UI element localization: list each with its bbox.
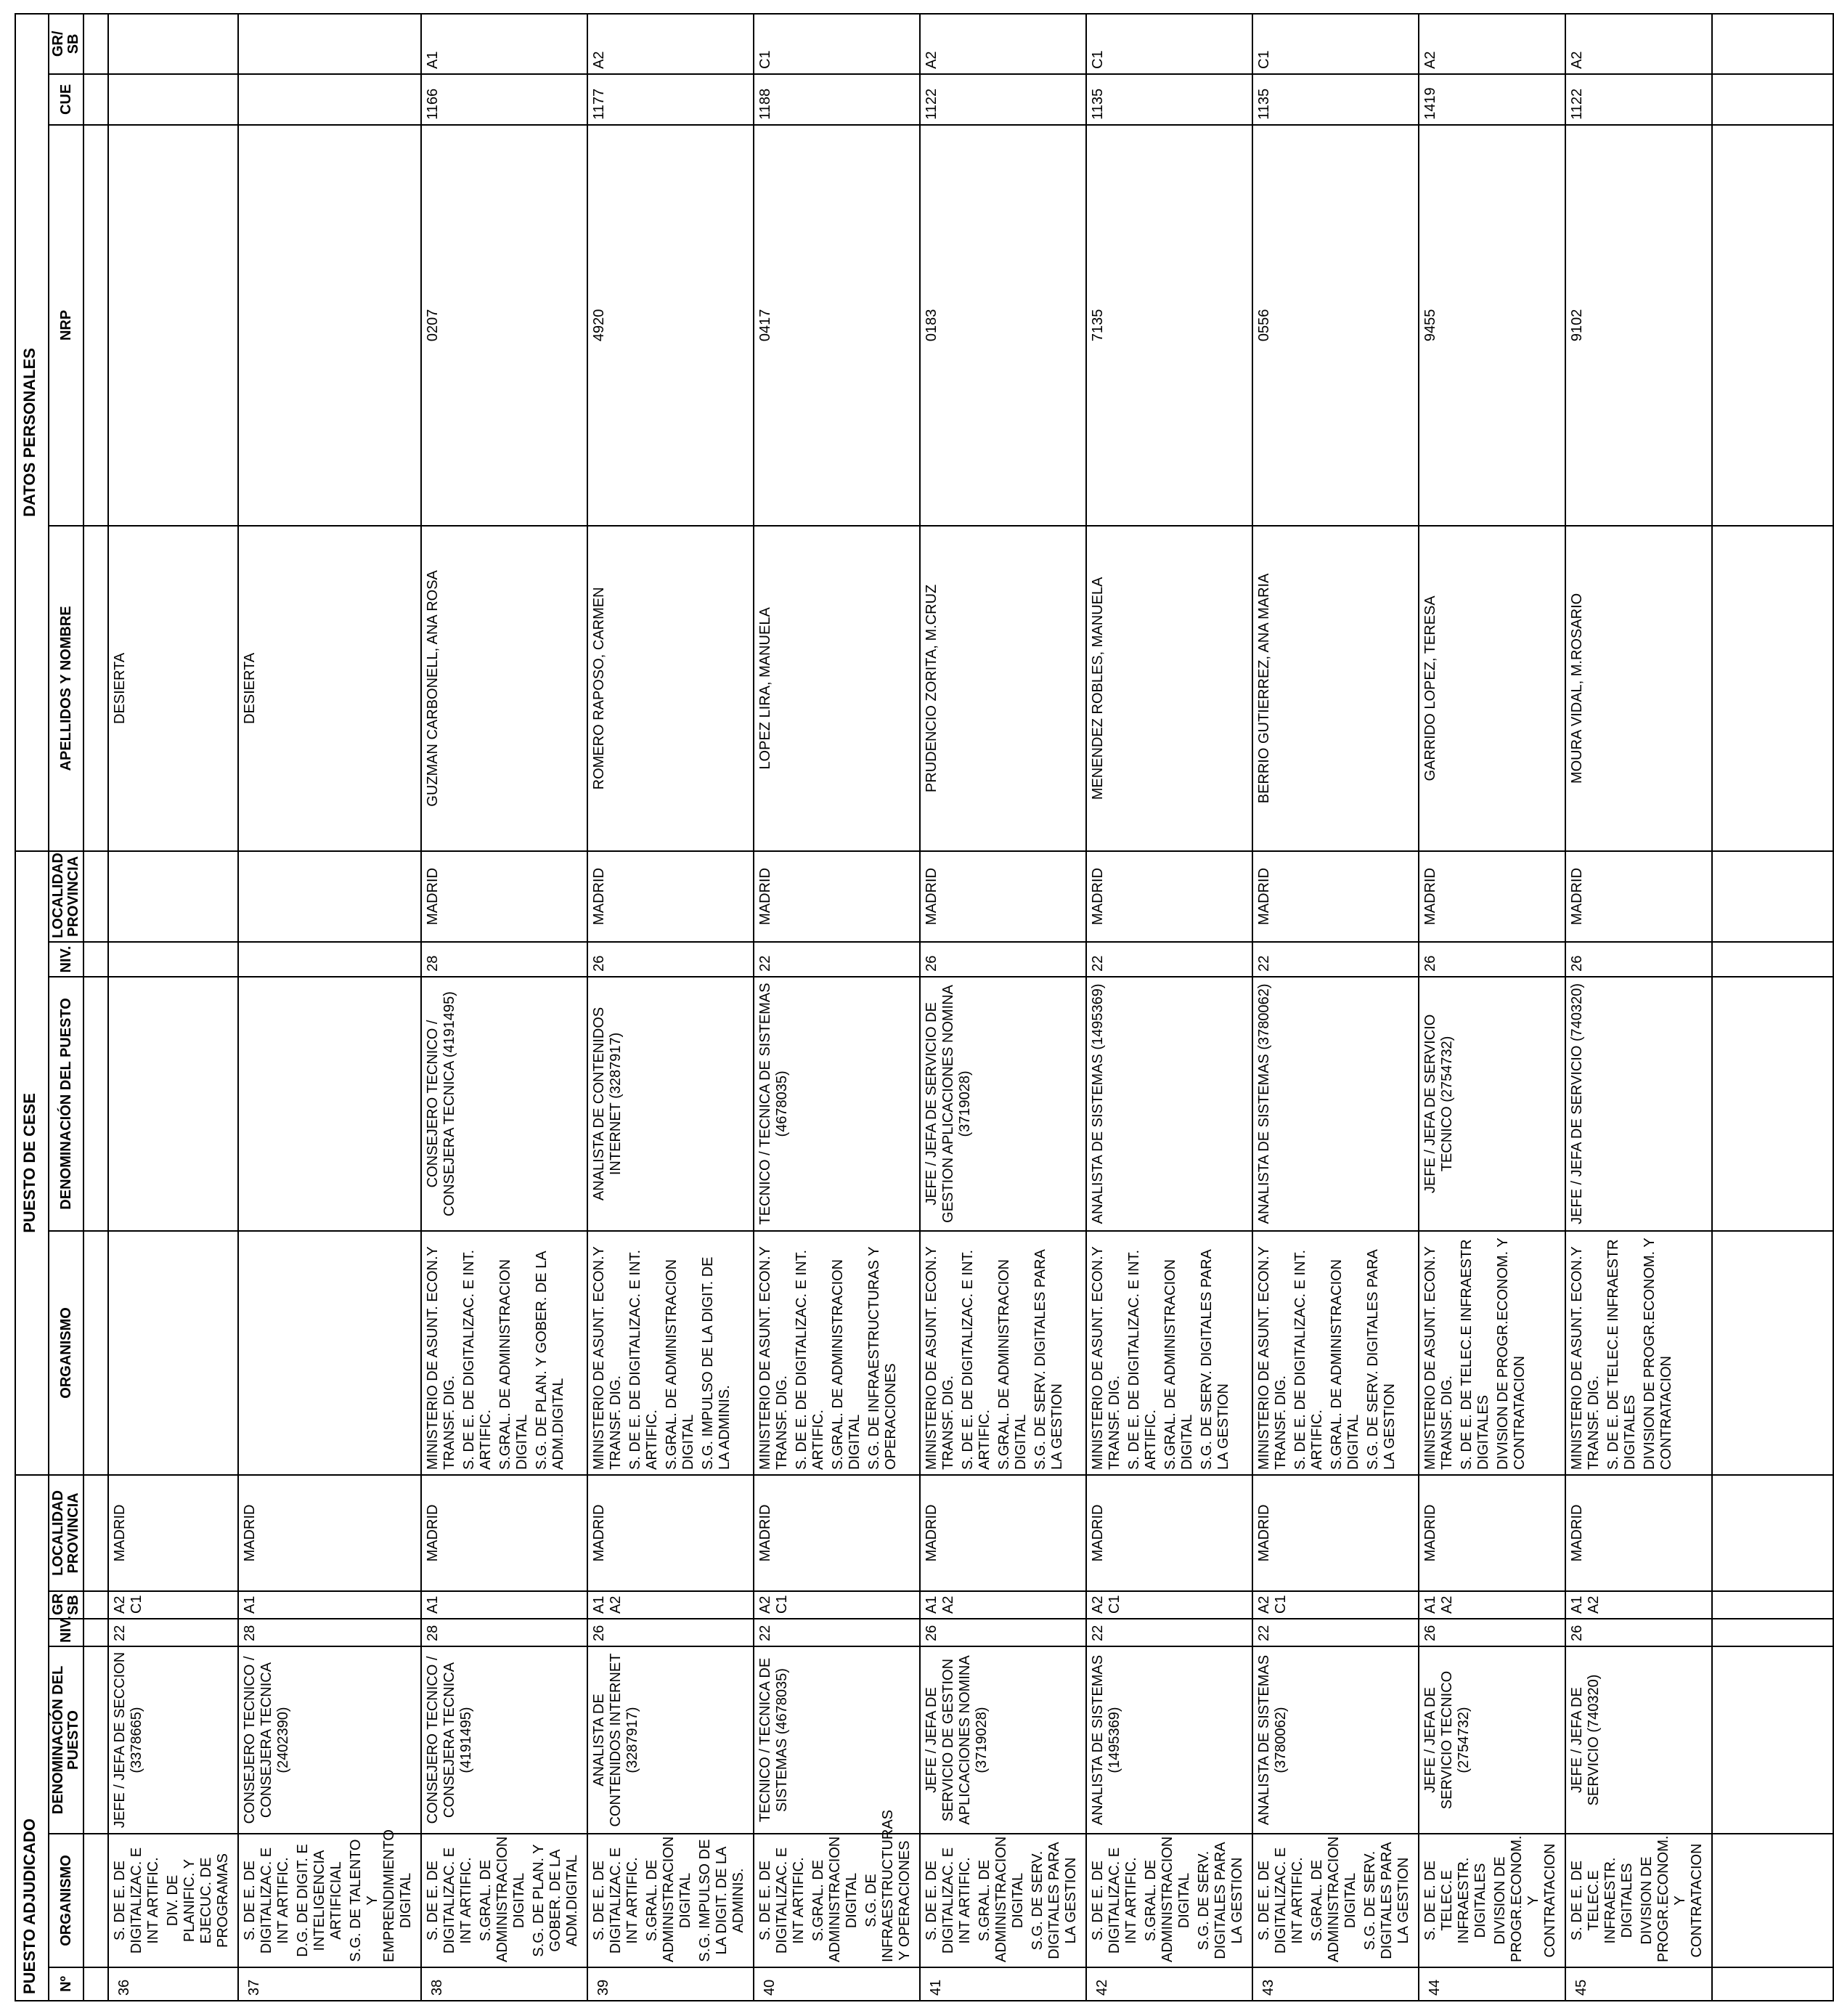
cese-organismo-line: S. DE E. DE DIGITALIZAC. E INT. ARTIFIC.: [794, 1249, 826, 1470]
empty-row: [1712, 14, 1833, 2001]
row-organismo: [587, 1834, 754, 1967]
row-apellidos: MOURA VIDAL, M.ROSARIO: [1565, 526, 1712, 851]
row-denominacion: ANALISTA DE CONTENIDOS INTERNET (3287917): [587, 1646, 754, 1834]
cese-organismo-line: S. DE E. DE DIGITALIZAC. E INT. ARTIFIC.: [461, 1249, 494, 1470]
gr-value: A2: [1090, 1596, 1106, 1614]
organismo-line: S.G. DE INFRAESTRUCTURAS Y OPERACIONES: [863, 1809, 913, 1962]
row-apellidos: DESIERTA: [108, 526, 238, 851]
row-nrp: [108, 125, 238, 526]
row-denominacion: JEFE / JEFA DE SERVICIO DE GESTION APLICACIONES NOMINA (3719028): [920, 1646, 1086, 1834]
row-organismo: [920, 1834, 1086, 1967]
gr-value: C1: [1106, 1595, 1122, 1614]
row-cese-localidad: MADRID: [920, 851, 1086, 942]
row-cese-denominacion: CONSEJERO TECNICO / CONSEJERA TECNICA (4191495): [421, 977, 587, 1231]
organismo-line: S.GRAL. DE ADMINISTRACION DIGITAL: [478, 1836, 527, 1962]
cese-organismo-line: MINISTERIO DE ASUNT. ECON.Y TRANSF. DIG.: [757, 1246, 790, 1470]
row-niv: 28: [421, 1619, 587, 1646]
row-cese-organismo: [754, 1231, 920, 1475]
row-gr-sb: [108, 1591, 238, 1619]
cese-organismo-line: S.G. DE PLAN. Y GOBER. DE LA ADM.DIGITAL: [534, 1251, 566, 1470]
row-localidad: MADRID: [238, 1475, 421, 1591]
spacer-row: [83, 14, 108, 2001]
table-row: [587, 14, 754, 2001]
row-cese-localidad: MADRID: [1419, 851, 1565, 942]
col-header-gr-sb: GR SB: [49, 1591, 83, 1619]
row-gr-sb: [238, 1591, 421, 1619]
organismo-line: S.GRAL. DE ADMINISTRACION DIGITAL: [644, 1836, 693, 1962]
row-grsb: C1: [1252, 14, 1419, 74]
row-cue: 1122: [920, 74, 1086, 125]
row-cese-niv: 26: [587, 942, 754, 977]
gr-value: C1: [129, 1595, 144, 1614]
organismo-line: S.G. DE SERV. DIGITALES PARA LA GESTION: [1362, 1842, 1411, 1959]
row-grsb: A2: [587, 14, 754, 74]
organismo-line: S.GRAL. DE ADMINISTRACION DIGITAL: [810, 1836, 860, 1962]
row-niv: 22: [754, 1619, 920, 1646]
row-localidad: MADRID: [108, 1475, 238, 1591]
row-localidad: MADRID: [1252, 1475, 1419, 1591]
row-cese-organismo: [421, 1231, 587, 1475]
row-cue: 1419: [1419, 74, 1565, 125]
row-cese-localidad: MADRID: [1086, 851, 1252, 942]
row-cese-organismo: [1565, 1231, 1712, 1475]
cese-organismo-line: S. DE E. DE DIGITALIZAC. E INT. ARTIFIC.: [1292, 1249, 1325, 1470]
organismo-line: S.G. DE SERV. DIGITALES PARA LA GESTION: [1196, 1842, 1245, 1959]
row-cese-niv: [108, 942, 238, 977]
row-number: 45: [1565, 1967, 1712, 2001]
row-cue: 1135: [1252, 74, 1419, 125]
organismo-line: S.G. IMPULSO DE LA DIGIT. DE LA ADMINIS.: [697, 1839, 746, 1962]
col-header-num: Nº: [49, 1967, 83, 2001]
row-cese-organismo: [920, 1231, 1086, 1475]
row-cese-localidad: MADRID: [1565, 851, 1712, 942]
organismo-line: S. DE E. DE DIGITALIZAC. E INT ARTIFIC.: [757, 1847, 807, 1954]
row-gr-sb: [1252, 1591, 1419, 1619]
gr-value: C1: [1273, 1595, 1289, 1614]
table-row: [1565, 14, 1712, 2001]
row-cese-niv: 22: [1252, 942, 1419, 977]
row-organismo: [1565, 1834, 1712, 1967]
organismo-line: DIVISION DE PROGR.ECONOM. Y CONTRATACION: [1492, 1835, 1558, 1962]
row-grsb: [238, 14, 421, 74]
row-number: 39: [587, 1967, 754, 2001]
col-header-organismo: ORGANISMO: [49, 1834, 83, 1967]
organismo-line: S. DE E. DE DIGITALIZAC. E INT ARTIFIC.: [1256, 1847, 1305, 1954]
table-row: [421, 14, 587, 2001]
col-header-niv: NIV.: [49, 1619, 83, 1646]
group-header-adjudicado: PUESTO ADJUDICADO: [15, 1475, 49, 2001]
row-niv: 26: [587, 1619, 754, 1646]
row-denominacion: CONSEJERO TECNICO / CONSEJERA TECNICA (4191495): [421, 1646, 587, 1834]
organismo-line: D.G. DE DIGIT. E INTELIGENCIA ARTIFICIAL: [295, 1844, 344, 1957]
row-cese-denominacion: ANALISTA DE CONTENIDOS INTERNET (3287917): [587, 977, 754, 1231]
cese-organismo-line: S. DE E. DE DIGITALIZAC. E INT. ARTIFIC.: [627, 1249, 660, 1470]
row-number: 40: [754, 1967, 920, 2001]
row-nrp: 0207: [421, 125, 587, 526]
table-row: [1086, 14, 1252, 2001]
cese-organismo-line: S. DE E. DE DIGITALIZAC. E INT. ARTIFIC.: [960, 1249, 993, 1470]
row-gr-sb: [920, 1591, 1086, 1619]
organismo-line: S. DE E. DE DIGITALIZAC. E INT ARTIFIC.: [591, 1847, 640, 1954]
gr-value: A2: [1256, 1596, 1272, 1614]
col-header-cese-niv: NIV.: [49, 942, 83, 977]
row-organismo: [1086, 1834, 1252, 1967]
row-apellidos: PRUDENCIO ZORITA, M.CRUZ: [920, 526, 1086, 851]
row-gr-sb: [421, 1591, 587, 1619]
row-organismo: [754, 1809, 920, 1967]
row-niv: 22: [1252, 1619, 1419, 1646]
row-localidad: MADRID: [754, 1475, 920, 1591]
row-grsb: A2: [1565, 14, 1712, 74]
row-cese-niv: 26: [1565, 942, 1712, 977]
row-cese-organismo: [108, 1231, 238, 1475]
gr-value: A2: [608, 1596, 624, 1614]
cese-organismo-line: S.GRAL. DE ADMINISTRACION DIGITAL: [830, 1259, 863, 1470]
row-cue: 1166: [421, 74, 587, 125]
organismo-line: S.G. DE TALENTO Y EMPRENDIMIENTO DIGITAL: [348, 1829, 414, 1962]
row-cese-niv: 26: [1419, 942, 1565, 977]
row-cese-localidad: [238, 851, 421, 942]
row-cue: [238, 74, 421, 125]
row-cese-localidad: [108, 851, 238, 942]
row-cese-denominacion: [108, 977, 238, 1231]
col-header-cue: CUE: [49, 74, 83, 125]
row-cue: [108, 74, 238, 125]
row-localidad: MADRID: [587, 1475, 754, 1591]
row-apellidos: DESIERTA: [238, 526, 421, 851]
row-organismo: [238, 1829, 421, 1967]
row-cese-localidad: MADRID: [1252, 851, 1419, 942]
col-header-denominacion: DENOMINACIÓN DEL PUESTO: [49, 1646, 83, 1834]
row-cese-niv: 26: [920, 942, 1086, 977]
row-denominacion: JEFE / JEFA DE SERVICIO (740320): [1565, 1646, 1712, 1834]
row-niv: 26: [1565, 1619, 1712, 1646]
row-grsb: C1: [754, 14, 920, 74]
row-gr-sb: [1565, 1591, 1712, 1619]
gr-value: A2: [757, 1596, 773, 1614]
cese-organismo-line: S.GRAL. DE ADMINISTRACION DIGITAL: [664, 1259, 696, 1470]
table-body: [108, 14, 1833, 2001]
row-cese-denominacion: JEFE / JEFA DE SERVICIO (740320): [1565, 977, 1712, 1231]
table-row: [920, 14, 1086, 2001]
gr-value: A1: [242, 1596, 258, 1614]
row-cue: 1188: [754, 74, 920, 125]
row-cese-niv: [238, 942, 421, 977]
row-number: 38: [421, 1967, 587, 2001]
row-cue: 1177: [587, 74, 754, 125]
organismo-line: S. DE E. DE DIGITALIZAC. E INT ARTIFIC.: [242, 1847, 291, 1954]
gr-value: A1: [425, 1596, 441, 1614]
row-cese-denominacion: ANALISTA DE SISTEMAS (1495369): [1086, 977, 1252, 1231]
cese-organismo-line: S. DE E. DE TELEC.E INFRAESTR DIGITALES: [1459, 1239, 1491, 1470]
row-cese-niv: 22: [754, 942, 920, 977]
row-apellidos: GARRIDO LOPEZ, TERESA: [1419, 526, 1565, 851]
row-nrp: 7135: [1086, 125, 1252, 526]
row-number: 44: [1419, 1967, 1565, 2001]
cese-organismo-line: DIVISION DE PROGR.ECONOM. Y CONTRATACION: [1495, 1237, 1528, 1470]
row-localidad: MADRID: [920, 1475, 1086, 1591]
table-row: [238, 14, 421, 2001]
row-cese-denominacion: [238, 977, 421, 1231]
row-apellidos: BERRIO GUTIERREZ, ANA MARIA: [1252, 526, 1419, 851]
row-number: 37: [238, 1967, 421, 2001]
row-nrp: 0417: [754, 125, 920, 526]
row-grsb: A2: [1419, 14, 1565, 74]
gr-value: C1: [774, 1595, 790, 1614]
row-apellidos: ROMERO RAPOSO, CARMEN: [587, 526, 754, 851]
cese-organismo-line: S.GRAL. DE ADMINISTRACION DIGITAL: [996, 1259, 1029, 1470]
column-header-row: [49, 14, 83, 2001]
row-cese-denominacion: ANALISTA DE SISTEMAS (3780062): [1252, 977, 1419, 1231]
organismo-line: S.GRAL. DE ADMINISTRACION DIGITAL: [1143, 1836, 1192, 1962]
row-denominacion: ANALISTA DE SISTEMAS (3780062): [1252, 1646, 1419, 1834]
row-denominacion: CONSEJERO TECNICO / CONSEJERA TECNICA (2402390): [238, 1646, 421, 1834]
row-grsb: C1: [1086, 14, 1252, 74]
organismo-line: S. DE E. DE DIGITALIZAC. E INT ARTIFIC.: [924, 1847, 973, 1954]
cese-organismo-line: S.GRAL. DE ADMINISTRACION DIGITAL: [1162, 1259, 1195, 1470]
gr-value: A1: [924, 1596, 940, 1614]
row-apellidos: LOPEZ LIRA, MANUELA: [754, 526, 920, 851]
row-localidad: MADRID: [1565, 1475, 1712, 1591]
row-denominacion: TECNICO / TECNICA DE SISTEMAS (4678035): [754, 1646, 920, 1834]
col-header-cese-organismo: ORGANISMO: [49, 1231, 83, 1475]
row-cese-niv: 28: [421, 942, 587, 977]
gr-value: A1: [591, 1596, 607, 1614]
row-cese-organismo: [587, 1231, 754, 1475]
col-header-cese-denominacion: DENOMINACIÓN DEL PUESTO: [49, 977, 83, 1231]
organismo-line: S. DE E. DE DIGITALIZAC. E INT ARTIFIC.: [1090, 1847, 1139, 1954]
row-number: 36: [108, 1967, 238, 2001]
adjudicaciones-table: [15, 13, 1834, 2001]
row-niv: 22: [108, 1619, 238, 1646]
gr-value: A2: [112, 1596, 128, 1614]
row-nrp: 9455: [1419, 125, 1565, 526]
row-gr-sb: [1086, 1591, 1252, 1619]
organismo-line: S. DE E. DE DIGITALIZAC. E INT ARTIFIC.: [425, 1847, 474, 1954]
row-nrp: 9102: [1565, 125, 1712, 526]
row-nrp: 4920: [587, 125, 754, 526]
row-nrp: 0556: [1252, 125, 1419, 526]
gr-value: A2: [940, 1596, 956, 1614]
row-grsb: [108, 14, 238, 74]
row-localidad: MADRID: [1086, 1475, 1252, 1591]
row-denominacion: JEFE / JEFA DE SERVICIO TECNICO (2754732): [1419, 1646, 1565, 1834]
row-cese-organismo: [1419, 1231, 1565, 1475]
table-row: [1252, 14, 1419, 2001]
cese-organismo-line: S.G. DE INFRAESTRUCTURAS Y OPERACIONES: [866, 1246, 899, 1470]
cese-organismo-line: S.G. IMPULSO DE LA DIGIT. DE LA ADMINIS.: [700, 1256, 733, 1470]
group-header-cese: PUESTO DE CESE: [15, 851, 49, 1475]
row-cese-denominacion: JEFE / JEFA DE SERVICIO TECNICO (2754732): [1419, 977, 1565, 1231]
row-apellidos: GUZMAN CARBONELL, ANA ROSA: [421, 526, 587, 851]
row-niv: 26: [1419, 1619, 1565, 1646]
col-header-nrp: NRP: [49, 125, 83, 526]
row-cese-niv: 22: [1086, 942, 1252, 977]
organismo-line: DIVISION DE PROGR.ECONOM. Y CONTRATACION: [1639, 1835, 1705, 1962]
row-niv: 22: [1086, 1619, 1252, 1646]
cese-organismo-line: S.G. DE SERV. DIGITALES PARA LA GESTION: [1032, 1250, 1065, 1470]
row-nrp: 0183: [920, 125, 1086, 526]
rotated-table-page: [15, 15, 1705, 2001]
row-organismo: [1252, 1834, 1419, 1967]
organismo-line: S.GRAL. DE ADMINISTRACION DIGITAL: [1309, 1836, 1358, 1962]
row-cese-denominacion: TECNICO / TECNICA DE SISTEMAS (4678035): [754, 977, 920, 1231]
cese-organismo-line: MINISTERIO DE ASUNT. ECON.Y TRANSF. DIG.: [1569, 1246, 1602, 1470]
row-gr-sb: [1419, 1591, 1565, 1619]
row-niv: 26: [920, 1619, 1086, 1646]
gr-value: A2: [1439, 1596, 1455, 1614]
row-nrp: [238, 125, 421, 526]
row-organismo: [421, 1834, 587, 1967]
cese-organismo-line: S. DE E. DE TELEC.E INFRAESTR DIGITALES: [1605, 1239, 1638, 1470]
row-cese-localidad: MADRID: [587, 851, 754, 942]
row-gr-sb: [587, 1591, 754, 1619]
col-header-grsb: GR/ SB: [49, 14, 83, 74]
row-cese-localidad: MADRID: [754, 851, 920, 942]
row-cue: 1135: [1086, 74, 1252, 125]
row-cese-organismo: [1252, 1231, 1419, 1475]
organismo-line: S.G. DE PLAN. Y GOBER. DE LA ADM.DIGITAL: [531, 1844, 580, 1957]
group-header-personales: DATOS PERSONALES: [15, 14, 49, 851]
row-grsb: A1: [421, 14, 587, 74]
cese-organismo-line: MINISTERIO DE ASUNT. ECON.Y TRANSF. DIG.: [1256, 1246, 1289, 1470]
col-header-cese-localidad: LOCALIDAD PROVINCIA: [49, 851, 83, 942]
cese-organismo-line: S.GRAL. DE ADMINISTRACION DIGITAL: [1329, 1259, 1361, 1470]
gr-value: A1: [1422, 1596, 1438, 1614]
table-row: [1419, 14, 1565, 2001]
cese-organismo-line: S. DE E. DE DIGITALIZAC. E INT. ARTIFIC.: [1126, 1249, 1159, 1470]
table-row: [108, 14, 238, 2001]
organismo-line: S. DE E. DE TELEC.E INFRAESTR. DIGITALES: [1569, 1857, 1635, 1944]
row-cue: 1122: [1565, 74, 1712, 125]
row-localidad: MADRID: [1419, 1475, 1565, 1591]
organismo-line: S. DE E. DE DIGITALIZAC. E INT ARTIFIC.: [112, 1847, 161, 1954]
cese-organismo-line: MINISTERIO DE ASUNT. ECON.Y TRANSF. DIG.: [924, 1246, 956, 1470]
row-cese-organismo: [1086, 1231, 1252, 1475]
row-gr-sb: [754, 1591, 920, 1619]
row-denominacion: JEFE / JEFA DE SECCION (3378665): [108, 1646, 238, 1834]
cese-organismo-line: MINISTERIO DE ASUNT. ECON.Y TRANSF. DIG.: [1422, 1246, 1455, 1470]
row-localidad: MADRID: [421, 1475, 587, 1591]
row-number: 42: [1086, 1967, 1252, 2001]
col-header-localidad: LOCALIDAD PROVINCIA: [49, 1475, 83, 1591]
row-cese-organismo: [238, 1231, 421, 1475]
cese-organismo-line: S.GRAL. DE ADMINISTRACION DIGITAL: [497, 1259, 530, 1470]
organismo-line: S.GRAL. DE ADMINISTRACION DIGITAL: [977, 1836, 1026, 1962]
col-header-apellidos: APELLIDOS Y NOMBRE: [49, 526, 83, 851]
row-number: 41: [920, 1967, 1086, 2001]
gr-value: A1: [1569, 1596, 1585, 1614]
row-niv: 28: [238, 1619, 421, 1646]
table-row: [754, 14, 920, 2001]
cese-organismo-line: DIVISION DE PROGR.ECONOM. Y CONTRATACION: [1642, 1237, 1674, 1470]
row-number: 43: [1252, 1967, 1419, 2001]
row-organismo: [1419, 1834, 1565, 1967]
cese-organismo-line: MINISTERIO DE ASUNT. ECON.Y TRANSF. DIG.: [425, 1246, 457, 1470]
organismo-line: S.G. DE SERV. DIGITALES PARA LA GESTION: [1030, 1842, 1079, 1959]
cese-organismo-line: MINISTERIO DE ASUNT. ECON.Y TRANSF. DIG.: [1090, 1246, 1122, 1470]
organismo-line: DIV. DE PLANIFIC. Y EJECUC. DE PROGRAMAS: [165, 1853, 231, 1948]
row-organismo: [108, 1834, 238, 1967]
row-apellidos: MENENDEZ ROBLES, MANUELA: [1086, 526, 1252, 851]
row-cese-denominacion: JEFE / JEFA DE SERVICIO DE GESTION APLICACIONES NOMINA (3719028): [920, 977, 1086, 1231]
cese-organismo-line: S.G. DE SERV. DIGITALES PARA LA GESTION: [1199, 1250, 1231, 1470]
gr-value: A2: [1586, 1596, 1602, 1614]
group-header-row: [15, 14, 49, 2001]
cese-organismo-line: MINISTERIO DE ASUNT. ECON.Y TRANSF. DIG.: [591, 1246, 624, 1470]
row-cese-localidad: MADRID: [421, 851, 587, 942]
organismo-line: S. DE E. DE TELEC.E INFRAESTR. DIGITALES: [1422, 1857, 1488, 1944]
row-denominacion: ANALISTA DE SISTEMAS (1495369): [1086, 1646, 1252, 1834]
row-grsb: A2: [920, 14, 1086, 74]
cese-organismo-line: S.G. DE SERV. DIGITALES PARA LA GESTION: [1365, 1250, 1398, 1470]
